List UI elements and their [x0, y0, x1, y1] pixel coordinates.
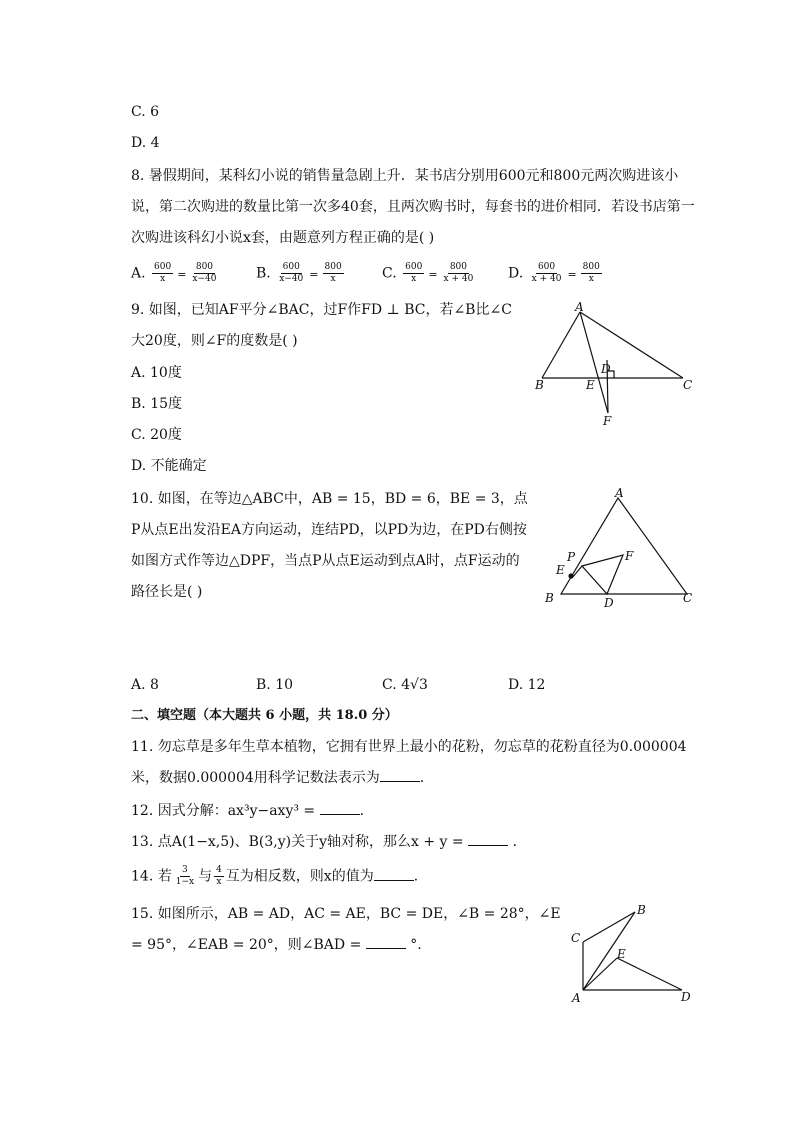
q10-option-b: B. 10 [256, 677, 294, 693]
q14-stem: 14. 若 $\frac{3}{1-x}$ 与 $\frac{4}{x}$ 互为相反数，则x的值为 ． [131, 865, 428, 887]
q12-stem: 12. 因式分解：ax³y−axy³ = . [131, 800, 364, 821]
q10-point-p-dot [568, 573, 573, 578]
q8-option-c: C. $\frac{600}{x}$ = $\frac{800}{x + 40}$ [382, 262, 474, 284]
q9-label-e: E [586, 378, 595, 392]
q10-label-b: B [545, 591, 554, 605]
q8-stem: 8. 暑假期间，某科幻小说的销售量急剧上升．某书店分别用600元和800元两次购进该小说，第二次购进的数量比第一次多40套，且两次购书时，每套书的进价相同．若设书店第一次购进该科幻小说x套，由题意列方程正确的是( ) [131, 168, 695, 246]
q10-label-c: C [683, 591, 693, 605]
section-2-heading: 二、填空题（本大题共 6 小题，共 18.0 分） [131, 708, 398, 723]
q9-label-c: C [683, 378, 693, 392]
q15-label-e: E [617, 947, 626, 961]
q15-seg-ae [583, 958, 617, 990]
q10-label-e: E [556, 563, 565, 577]
q9-label-a: A [575, 300, 584, 314]
q12-answer-blank[interactable] [320, 800, 360, 815]
q10-option-a: A. 8 [131, 677, 159, 693]
q14-answer-blank[interactable] [374, 866, 414, 881]
q10-option-d: D. 12 [508, 677, 546, 693]
q15-label-c: C [571, 931, 581, 945]
q15-seg-cb [583, 912, 635, 942]
q15-stem: 15. 如图所示，AB = AD，AC = AE，BC = DE，∠B = 28°，∠E = 95°，∠EAB = 20°，则∠BAD = °. [131, 906, 561, 953]
q8-option-d: D. $\frac{600}{x + 40}$ = $\frac{800}{x}$ [508, 262, 600, 284]
q9-option-a: A. 10度 [131, 365, 182, 381]
q7-option-c: C. 6 [131, 104, 160, 120]
q11-stem: 11. 勿忘草是多年生草本植物，它拥有世界上最小的花粉，勿忘草的花粉直径为0.000004米，数据0.000004用科学记数法表示为 ． [131, 739, 687, 786]
q15-seg-ed [617, 958, 682, 990]
q15-figure [565, 898, 700, 1008]
q11-answer-blank[interactable] [380, 767, 420, 782]
q15-label-b: B [637, 903, 646, 917]
q15-seg-ab [583, 912, 635, 990]
q8-option-b: B. $\frac{600}{x-40}$ = $\frac{800}{x}$ [256, 262, 342, 284]
q10-label-p: P [567, 550, 576, 564]
q15-label-d: D [681, 990, 691, 1004]
q9-label-d: D [601, 362, 611, 376]
q7-option-d: D. 4 [131, 135, 160, 151]
q13-stem: 13. 点A(1−x,5)、B(3,y)关于y轴对称，那么x + y = ． [131, 831, 527, 852]
q10-label-d: D [604, 596, 614, 610]
q9-option-d: D. 不能确定 [131, 458, 207, 474]
q9-option-c: C. 20度 [131, 427, 182, 443]
q9-label-b: B [535, 378, 544, 392]
q15-answer-blank[interactable] [366, 934, 406, 949]
q15-label-a: A [572, 991, 581, 1005]
q9-seg-ab [542, 312, 580, 378]
q10-label-f: F [625, 549, 634, 563]
q10-triangle-abc [561, 498, 687, 594]
q10-triangle-dpf [582, 555, 623, 594]
q9-stem: 9. 如图，已知AF平分∠BAC，过F作FD ⊥ BC，若∠B比∠C大20度，则∠F的度数是( ) [131, 302, 512, 349]
q9-figure [530, 298, 705, 428]
q13-answer-blank[interactable] [468, 831, 508, 846]
q10-label-a: A [615, 486, 624, 500]
q8-option-a: A. $\frac{600}{x}$ = $\frac{800}{x-40}$ [131, 262, 217, 284]
q10-stem: 10. 如图，在等边△ABC中，AB = 15，BD = 6，BE = 3，点P从点E出发沿EA方向运动，连结PD，以PD为边，在PD右侧按如图方式作等边△DPF，当点P从点E运动到点A时，点F运动的路径长是( ) [131, 491, 528, 600]
q9-option-b: B. 15度 [131, 396, 183, 412]
q10-option-c: C. 4√3 [382, 677, 428, 693]
q10-figure [535, 480, 705, 615]
q9-label-f: F [603, 414, 612, 428]
